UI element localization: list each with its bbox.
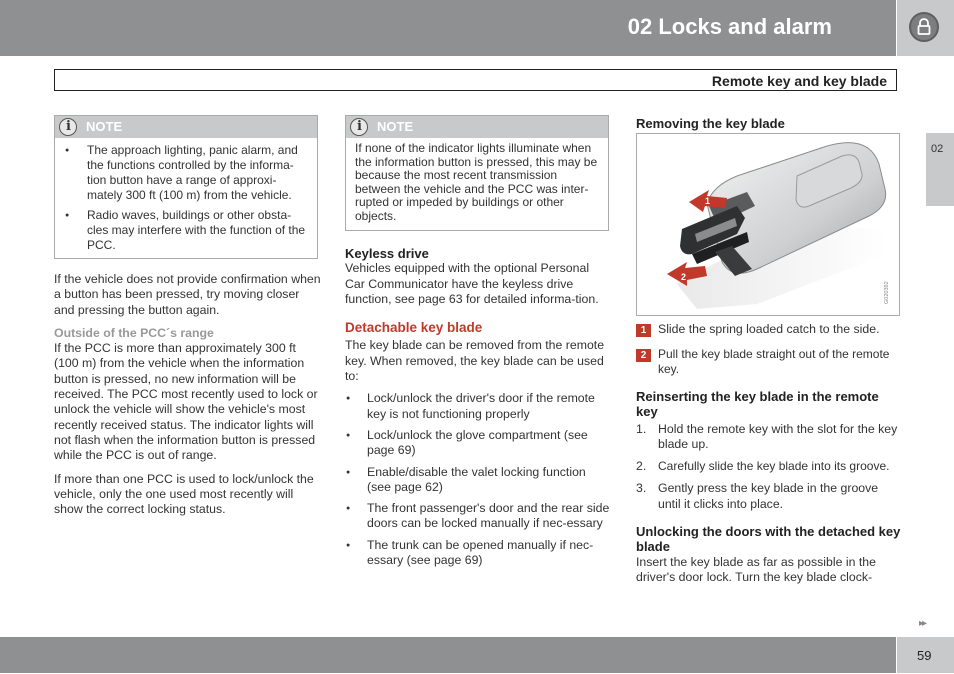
removal-step-2 bbox=[636, 347, 902, 379]
padlock-icon bbox=[909, 12, 939, 42]
note-bullet: ● Radio waves, buildings or other obsta-cles may interfere with the function of the PCC. bbox=[55, 208, 309, 253]
step-1-badge: 1 bbox=[636, 324, 651, 337]
paragraph: If the PCC is more than approximately 300 ft (100 m) from the vehicle when the information button is pressed, no new information will be received. The PCC most recently used to lock or unlock the vehicle will show the vehicle's most recently received status. The indicator lights will not flash when the information button is pressed while the PCC is out of range. bbox=[54, 341, 318, 463]
column-3-text bbox=[636, 389, 902, 585]
subheading-removing-key-blade: Removing the key blade bbox=[636, 116, 785, 131]
footer-bar bbox=[0, 637, 896, 673]
info-icon bbox=[59, 118, 77, 136]
info-icon bbox=[350, 118, 368, 136]
removing-heading-wrap bbox=[636, 116, 902, 131]
page-number: 59 bbox=[917, 648, 932, 663]
list-item: ● Lock/unlock the glove compartment (see page 69) bbox=[345, 428, 611, 459]
chapter-side-tab[interactable] bbox=[926, 133, 954, 206]
note-header bbox=[55, 116, 317, 138]
svg-text:1: 1 bbox=[705, 196, 711, 206]
heading-detachable-key-blade: Detachable key blade bbox=[345, 320, 483, 336]
section-header bbox=[54, 69, 897, 91]
subheading-out-of-range: Outside of the PCC´s range bbox=[54, 325, 214, 340]
step-2-badge: 2 bbox=[636, 349, 651, 362]
list-item: ● Lock/unlock the driver's door if the remote key is not functioning properly bbox=[345, 391, 611, 422]
chapter-icon-box bbox=[897, 0, 954, 56]
list-item: ● The front passenger's door and the rear side doors can be locked manually if nec-essary bbox=[345, 501, 611, 532]
step-text: Pull the key blade straight out of the remote key. bbox=[658, 347, 890, 377]
removal-step-1 bbox=[636, 322, 902, 340]
list-item: 2. Carefully slide the key blade into its groove. bbox=[636, 459, 890, 474]
paragraph: If the vehicle does not provide confirmation when a button has been pressed, try moving closer and pressing the button again. bbox=[54, 272, 321, 317]
paragraph: Insert the key blade as far as possible in the driver's door lock. Turn the key blade clock- bbox=[636, 554, 876, 584]
paragraph: The key blade can be removed from the remote key. When removed, the key blade can be used to: bbox=[345, 338, 605, 384]
chapter-header-bar bbox=[0, 0, 896, 56]
note-text: If none of the indicator lights illuminate when the information button is pressed, this may be because the most recent transmission between the vehicle and the PCC was inter-rupted or impeded by buildings or other objects. bbox=[355, 141, 598, 223]
section-title: Remote key and key blade bbox=[711, 73, 887, 89]
list-item: 3. Gently press the key blade in the groove until it clicks into place. bbox=[636, 481, 879, 511]
chapter-title: 02 Locks and alarm bbox=[627, 14, 832, 39]
subheading-keyless-drive: Keyless drive bbox=[345, 246, 429, 261]
subheading-reinserting: Reinserting the key blade in the remote key bbox=[636, 389, 879, 420]
note-bullet: ● The approach lighting, panic alarm, and the functions controlled by the informa-tion button have a range of approxi-mately 300 ft (100 m) from the vehicle. bbox=[55, 143, 309, 203]
continue-arrows-icon: ▸▸ bbox=[919, 618, 926, 629]
note-label: NOTE bbox=[377, 119, 414, 134]
step-text: Slide the spring loaded catch to the side. bbox=[658, 322, 880, 336]
paragraph: Vehicles equipped with the optional Personal Car Communicator have the keyless drive function, see page 63 for detailed informa-tion. bbox=[345, 261, 599, 306]
column-2-text bbox=[345, 246, 611, 574]
key-blade-illustration bbox=[636, 133, 900, 316]
subheading-unlocking: Unlocking the doors with the detached key blade bbox=[636, 524, 901, 555]
figure-code: G020392 bbox=[884, 281, 890, 304]
note-header bbox=[346, 116, 608, 138]
note-box-indicator bbox=[345, 115, 609, 231]
note-box-range bbox=[54, 115, 318, 259]
paragraph: If more than one PCC is used to lock/unlock the vehicle, only the one used most recently will show the correct locking status. bbox=[54, 471, 314, 517]
column-1-text bbox=[54, 272, 322, 517]
note-label: NOTE bbox=[86, 119, 123, 134]
list-item: ● The trunk can be opened manually if nec-essary (see page 69) bbox=[345, 538, 611, 569]
svg-text:2: 2 bbox=[681, 272, 687, 282]
list-item: ● Enable/disable the valet locking function (see page 62) bbox=[345, 465, 611, 496]
side-tab-label: 02 bbox=[931, 143, 944, 155]
page-number-box bbox=[897, 637, 954, 673]
list-item: 1. Hold the remote key with the slot for the key blade up. bbox=[636, 421, 898, 451]
